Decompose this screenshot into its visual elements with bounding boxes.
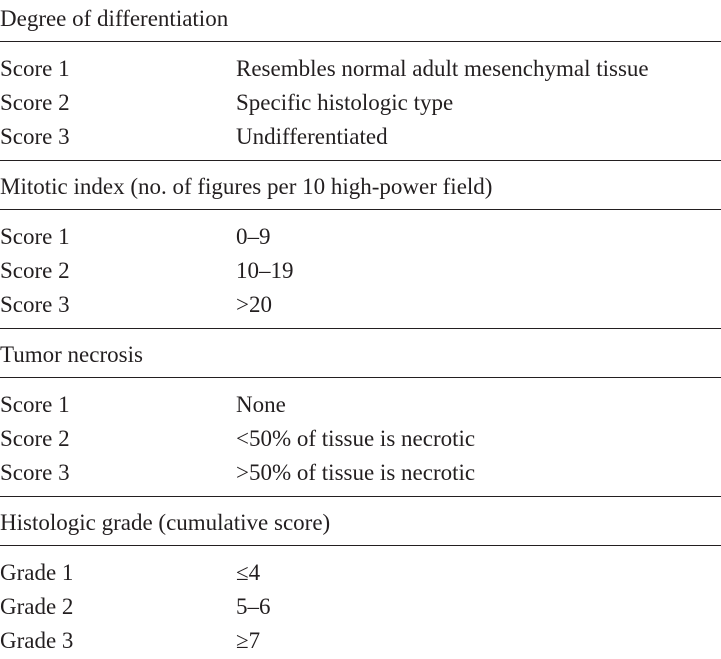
table-row [0,254,721,288]
section-divider [0,545,721,546]
table-row [0,590,721,624]
section-divider [0,41,721,42]
row-value: Resembles normal adult mesenchymal tissue [236,56,649,81]
row-label: Score 2 [0,426,70,451]
row-value: Undifferentiated [236,124,388,149]
row-value: None [236,392,286,417]
section-divider [0,496,721,497]
section-header-differentiation: Degree of differentiation [0,6,229,31]
row-value: 5–6 [236,594,271,619]
section-header-tumor-necrosis: Tumor necrosis [0,342,143,367]
row-value: >20 [236,292,272,317]
table-row [0,388,721,422]
table-row [0,456,721,490]
row-value: <50% of tissue is necrotic [236,426,476,451]
row-label: Grade 3 [0,628,74,653]
row-label: Score 3 [0,292,70,317]
table-row [0,120,721,154]
row-value: ≤4 [236,560,261,585]
row-label: Score 2 [0,258,70,283]
section-header-mitotic-index: Mitotic index (no. of figures per 10 high-power field) [0,174,493,199]
section-divider [0,160,721,161]
section-header-histologic-grade: Histologic grade (cumulative score) [0,510,331,535]
table-row [0,556,721,590]
table-row [0,422,721,456]
row-label: Grade 1 [0,560,74,585]
row-value: ≥7 [236,628,261,653]
section-divider [0,377,721,378]
row-label: Score 1 [0,224,70,249]
row-label: Score 3 [0,460,70,485]
row-label: Score 3 [0,124,70,149]
row-label: Score 2 [0,90,70,115]
row-label: Score 1 [0,56,70,81]
table-row [0,220,721,254]
row-value: 0–9 [236,224,271,249]
table-row [0,52,721,86]
row-label: Score 1 [0,392,70,417]
table-row [0,624,721,658]
row-value: >50% of tissue is necrotic [236,460,476,485]
table-row [0,86,721,120]
row-label: Grade 2 [0,594,74,619]
section-divider [0,209,721,210]
section-divider [0,328,721,329]
row-value: Specific histologic type [236,90,454,115]
row-value: 10–19 [236,258,294,283]
table-row [0,288,721,322]
